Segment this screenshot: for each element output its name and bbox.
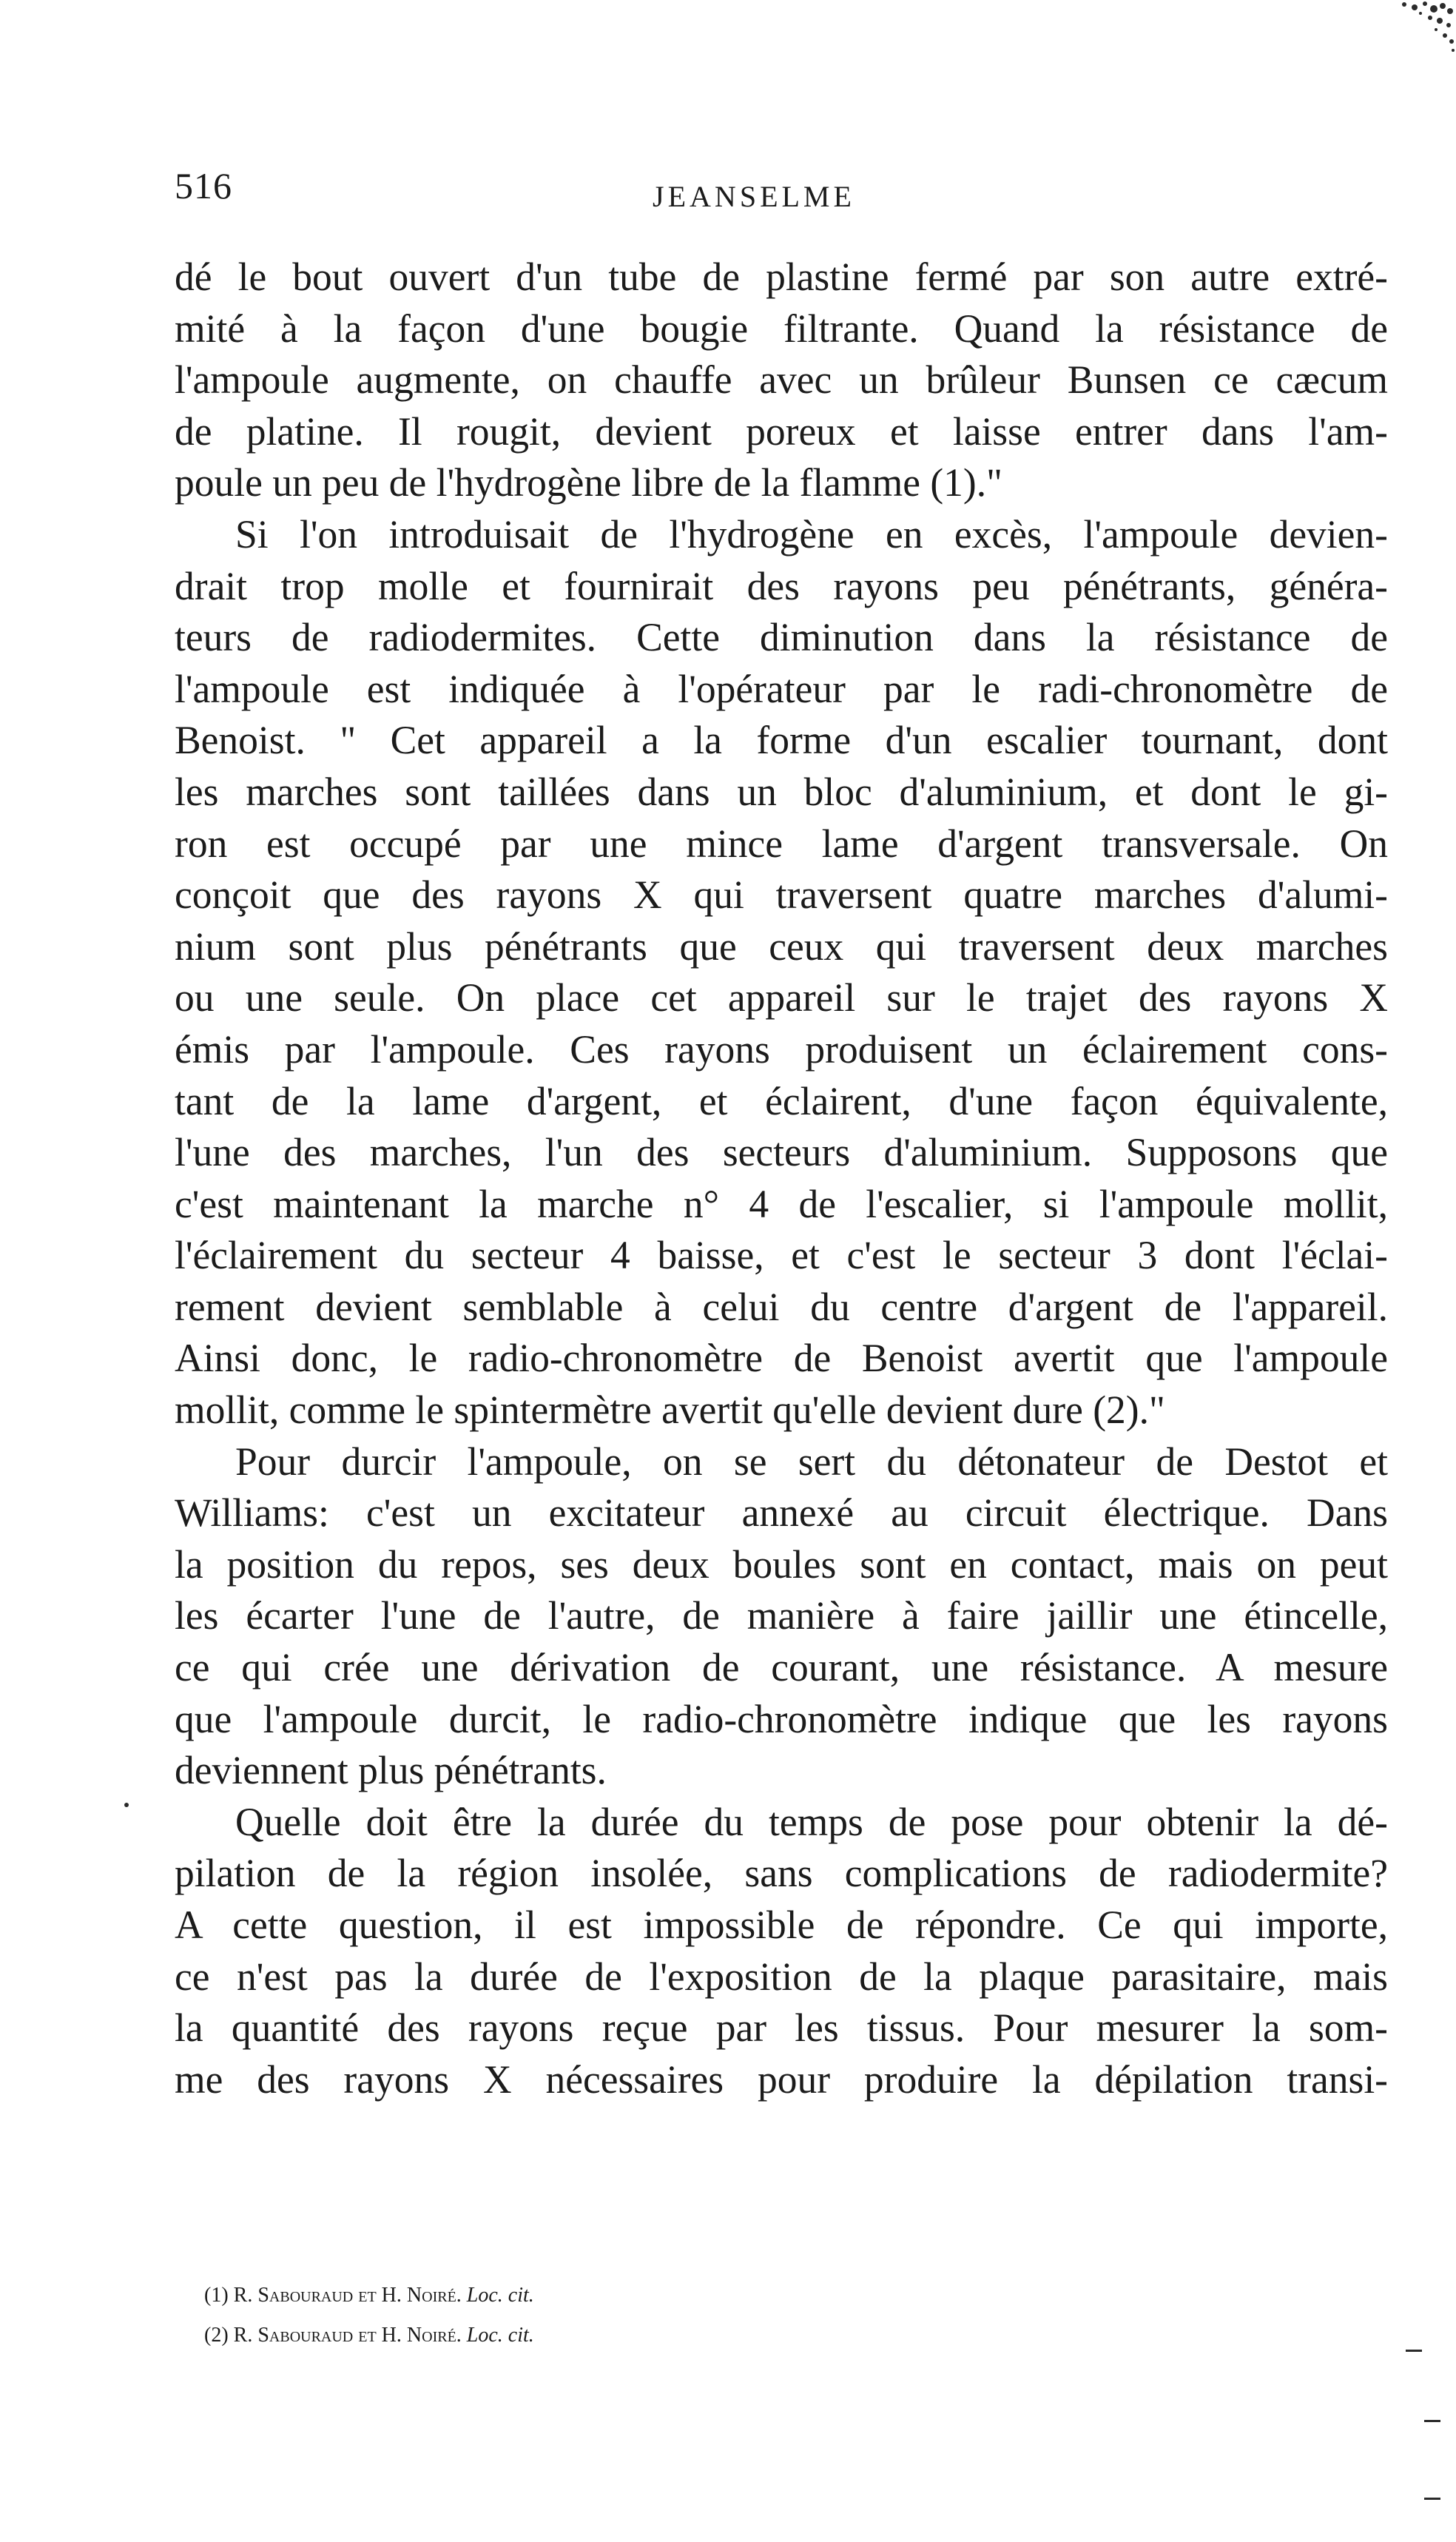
footnotes [204, 2276, 1240, 2356]
text-line: rement devient semblable à celui du centre d'argent de l'appareil. [175, 1284, 1388, 1329]
text-line: l'une des marches, l'un des secteurs d'aluminium. Supposons que [175, 1130, 1388, 1175]
text-line: mollit, comme le spintermètre avertit qu'elle devient dure (2)." [175, 1388, 1165, 1433]
margin-mark [1406, 2350, 1422, 2352]
margin-mark [1424, 2498, 1440, 2500]
text-line: ce n'est pas la durée de l'exposition de la plaque parasitaire, mais [175, 1954, 1388, 1999]
text-line: mité à la façon d'une bougie filtrante. Quand la résistance de [175, 306, 1388, 351]
text-line: l'ampoule est indiquée à l'opérateur par le radi-chronomètre de [175, 666, 1388, 711]
text-line: deviennent plus pénétrants. [175, 1748, 607, 1793]
footnote-citation: Loc. cit. [466, 2284, 534, 2307]
footnote [204, 2316, 1240, 2356]
text-line: les marches sont taillées dans un bloc d'aluminium, et dont le gi- [175, 769, 1388, 814]
running-title: JEANSELME [653, 180, 855, 213]
text-line: poule un peu de l'hydrogène libre de la flamme (1)." [175, 460, 1002, 505]
text-line: Ainsi donc, le radio-chronomètre de Benoist avertit que l'ampoule [175, 1336, 1388, 1381]
margin-mark [1424, 2420, 1440, 2422]
text-line: ron est occupé par une mince lame d'argent transversale. On [175, 821, 1388, 866]
text-line: A cette question, il est impossible de répondre. Ce qui importe, [175, 1903, 1388, 1947]
text-line: conçoit que des rayons X qui traversent quatre marches d'alumi- [175, 872, 1388, 918]
text-line: les écarter l'une de l'autre, de manière à faire jaillir une étincelle, [175, 1593, 1388, 1638]
text-line: Quelle doit être la durée du temps de pose pour obtenir la dé- [235, 1799, 1388, 1844]
footnote-marker: (2) [204, 2324, 229, 2347]
page-number: 516 [175, 165, 232, 206]
text-line: la position du repos, ses deux boules sont en contact, mais on peut [175, 1541, 1388, 1587]
text-line: ce qui crée une dérivation de courant, une résistance. A mesure [175, 1645, 1388, 1690]
footnote-authors: R. Sabouraud et H. Noiré. [233, 2284, 462, 2307]
text-line: me des rayons X nécessaires pour produire la dépilation transi- [175, 2057, 1388, 2102]
text-line: nium sont plus pénétrants que ceux qui traversent deux marches [175, 924, 1388, 969]
text-line: la quantité des rayons reçue par les tissus. Pour mesurer la som- [175, 2005, 1388, 2051]
text-line: Si l'on introduisait de l'hydrogène en excès, l'ampoule devien- [235, 511, 1388, 557]
margin-dot [124, 1803, 129, 1807]
text-line: tant de la lame d'argent, et éclairent, d'une façon équivalente, [175, 1078, 1388, 1123]
text-line: Williams: c'est un excitateur annexé au circuit électrique. Dans [175, 1490, 1388, 1536]
text-line: dé le bout ouvert d'un tube de plastine fermé par son autre extré- [175, 255, 1388, 299]
footnote-marker: (1) [204, 2284, 229, 2307]
footnote-authors: R. Sabouraud et H. Noiré. [233, 2324, 462, 2347]
text-line: Pour durcir l'ampoule, on se sert du détonateur de Destot et [235, 1439, 1388, 1484]
text-line: de platine. Il rougit, devient poreux et laisse entrer dans l'am- [175, 408, 1388, 454]
text-line: pilation de la région insolée, sans complications de radiodermite? [175, 1851, 1388, 1896]
text-line: l'ampoule augmente, on chauffe avec un brûleur Bunsen ce cæcum [175, 357, 1388, 403]
corner-smudge [1389, 0, 1456, 59]
text-line: drait trop molle et fournirait des rayons peu pénétrants, généra- [175, 563, 1388, 608]
body-text [175, 252, 1388, 2105]
text-line: que l'ampoule durcit, le radio-chronomètre indique que les rayons [175, 1696, 1388, 1741]
text-line: Benoist. " Cet appareil a la forme d'un escalier tournant, dont [175, 718, 1388, 763]
footnote [204, 2276, 1240, 2316]
text-line: c'est maintenant la marche n° 4 de l'escalier, si l'ampoule mollit, [175, 1181, 1388, 1226]
text-line: l'éclairement du secteur 4 baisse, et c'est le secteur 3 dont l'éclai- [175, 1233, 1388, 1278]
text-line: émis par l'ampoule. Ces rayons produisent un éclairement cons- [175, 1026, 1388, 1072]
text-line: teurs de radiodermites. Cette diminution dans la résistance de [175, 615, 1388, 660]
footnote-citation: Loc. cit. [466, 2324, 534, 2347]
text-line: ou une seule. On place cet appareil sur le trajet des rayons X [175, 975, 1388, 1021]
